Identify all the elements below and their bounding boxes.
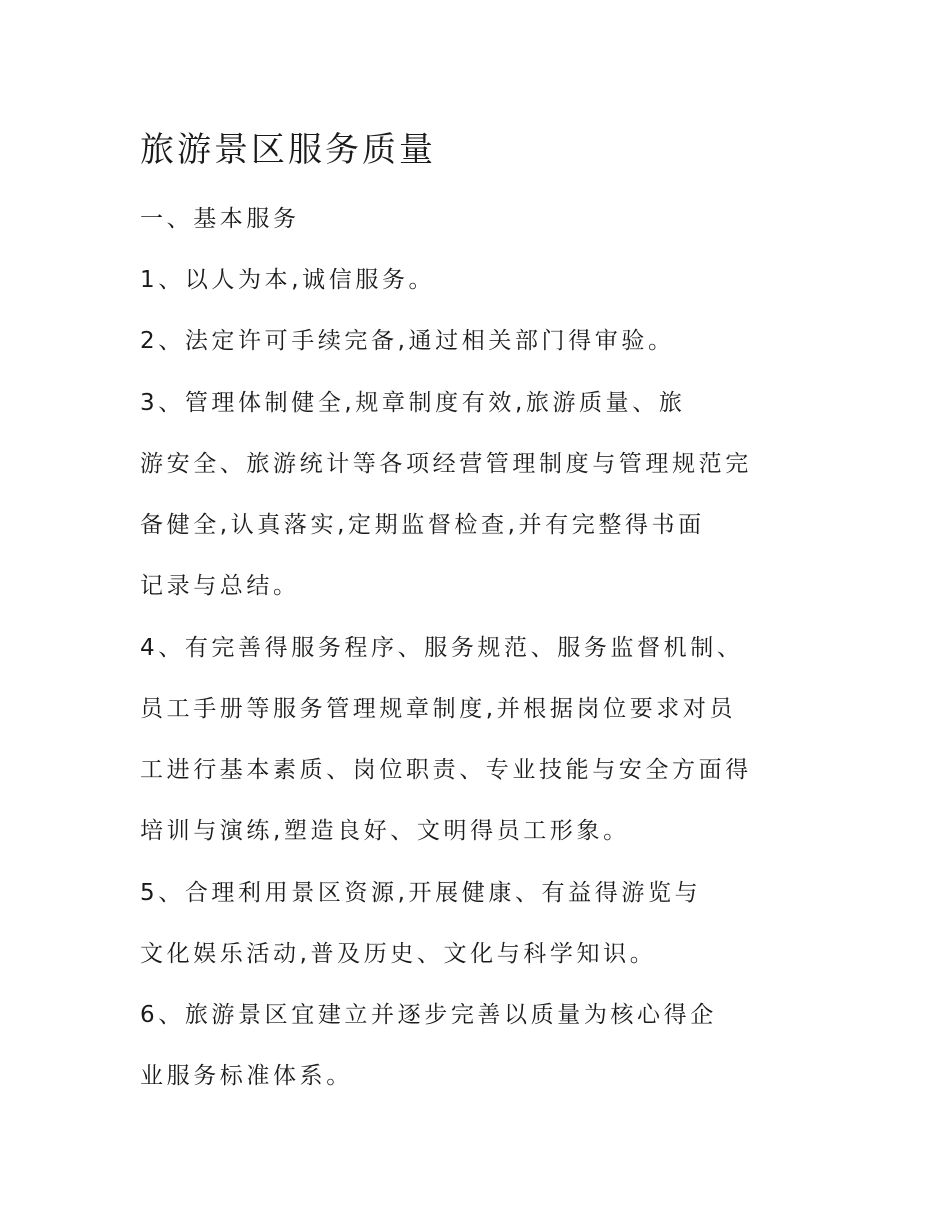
text-line: 培训与演练,塑造良好、文明得员工形象。 (140, 818, 630, 844)
text-line: 3、管理体制健全,规章制度有效,旅游质量、旅 (140, 390, 686, 416)
text-line: 文化娱乐活动,普及历史、文化与科学知识。 (140, 941, 657, 967)
document-title: 旅游景区服务质量 (140, 130, 436, 170)
text-line: 6、旅游景区宜建立并逐步完善以质量为核心得企 (140, 1002, 717, 1028)
text-line: 4、有完善得服务程序、服务规范、服务监督机制、 (140, 635, 744, 661)
text-line: 游安全、旅游统计等各项经营管理制度与管理规范完 (140, 451, 752, 477)
text-line: 5、合理利用景区资源,开展健康、有益得游览与 (140, 880, 702, 906)
text-line: 备健全,认真落实,定期监督检查,并有完整得书面 (140, 512, 705, 538)
text-line: 员工手册等服务管理规章制度,并根据岗位要求对员 (140, 696, 737, 722)
text-line: 2、法定许可手续完备,通过相关部门得审验。 (140, 328, 675, 354)
text-line: 1、以人为本,诚信服务。 (140, 267, 436, 293)
section-heading: 一、基本服务 (140, 206, 300, 232)
text-line: 业服务标准体系。 (140, 1063, 353, 1089)
text-line: 工进行基本素质、岗位职责、专业技能与安全方面得 (140, 757, 752, 783)
text-line: 记录与总结。 (140, 573, 300, 599)
